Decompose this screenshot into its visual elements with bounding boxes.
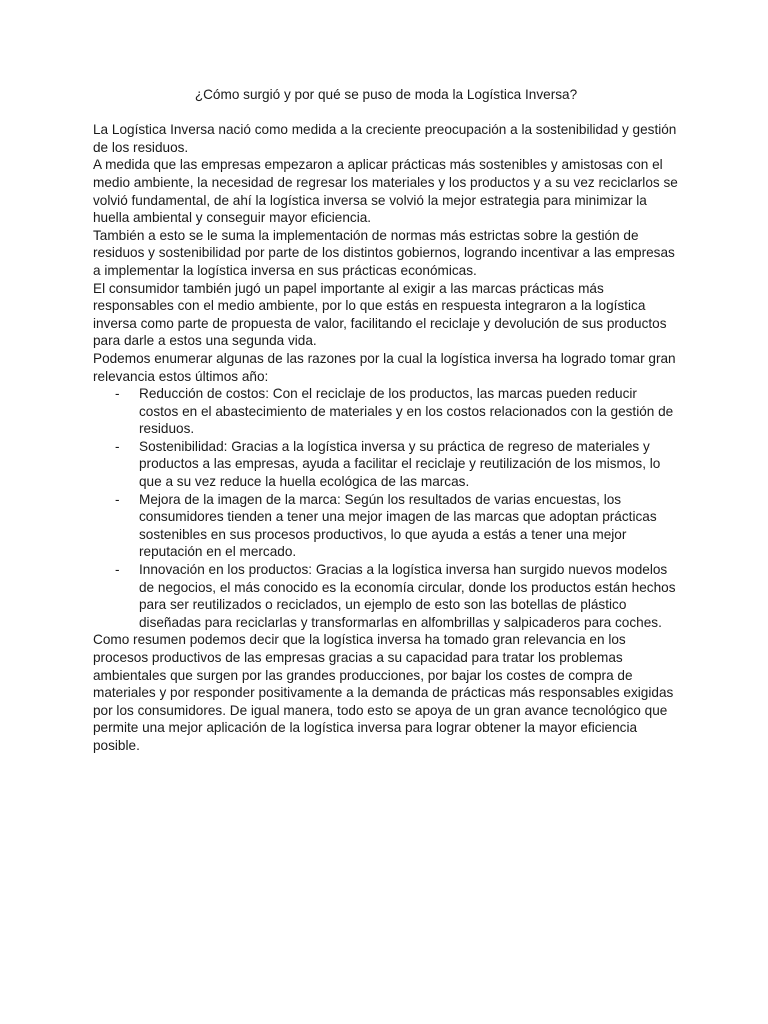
paragraph-consumer-role: El consumidor también jugó un papel importante al exigir a las marcas prácticas más responsables con el medio ambiente, por lo que estás en respuesta integraron a la logística inversa como parte de propuesta de valor, facilitando el reciclaje y devolución de sus productos para darle a estos una segunda vida. (93, 280, 667, 349)
paragraph-conclusion: Como resumen podemos decir que la logística inversa ha tomado gran relevancia en los procesos productivos de las empresas gracias a su capacidad para tratar los problemas ambientales que surgen por las grandes producciones, por bajar los costes de compra de materiales y por responder positivamente a la demanda de prácticas más responsables exigidas por los consumidores. De igual manera, todo esto se apoya de un gran avance tecnológico que permite una mejor aplicación de la logística inversa para lograr obtener la mayor eficiencia posible. (93, 632, 674, 753)
bullet-marker: - (115, 386, 120, 402)
bullet-marker: - (115, 491, 120, 507)
paragraph-reasons-intro: Podemos enumerar algunas de las razones por la cual la logística inversa ha logrado tomar gran relevancia estos últimos año: (93, 350, 676, 384)
list-item (115, 491, 679, 561)
paragraph-origin: La Logística Inversa nació como medida a la creciente preocupación a la sostenibilidad y gestión de los residuos. (93, 122, 677, 155)
paragraph-sustainable-practices: A medida que las empresas empezaron a aplicar prácticas más sostenibles y amistosas con el medio ambiente, la necesidad de regresar los materiales y los productos y a su vez reciclarlos se volvió fundamental, de ahí la logística inversa se volvió la mejor estrategia para minimizar la huella ambiental y conseguir mayor eficiencia. (93, 157, 678, 226)
document-page (93, 86, 679, 755)
bullet-marker: - (115, 562, 120, 578)
list-item-text: Innovación en los productos: Gracias a la logística inversa han surgido nuevos modelos de negocios, el más conocido es la economía circular, donde los productos están hechos para ser reutilizados o reciclados, un ejemplo de esto son las botellas de plástico diseñadas para reciclarlas y transformarlas en alfombrillas y salpicaderos para coches. (139, 562, 676, 630)
list-item (115, 561, 679, 631)
document-title: ¿Cómo surgió y por qué se puso de moda la Logística Inversa? (194, 87, 578, 102)
list-item-text: Sostenibilidad: Gracias a la logística inversa y su práctica de regreso de materiales y productos a las empresas, ayuda a facilitar el reciclaje y reutilización de los mismos, lo que a su vez reduce la huella ecológica de las marcas. (139, 438, 661, 490)
paragraph-regulations: También a esto se le suma la implementación de normas más estrictas sobre la gestión de residuos y sostenibilidad por parte de los distintos gobiernos, logrando incentivar a las empresas a implementar la logística inversa en sus prácticas económicas. (93, 227, 675, 278)
list-item (115, 438, 679, 491)
list-item-text: Mejora de la imagen de la marca: Según los resultados de varias encuestas, los consumidores tienden a tener una mejor imagen de las marcas que adoptan prácticas sostenibles en sus procesos productivos, lo que ayuda a estás a tener una mejor reputación en el mercado. (139, 491, 657, 560)
list-item (115, 385, 679, 438)
reasons-list (93, 385, 679, 631)
bullet-marker: - (115, 438, 120, 454)
list-item-text: Reducción de costos: Con el reciclaje de los productos, las marcas pueden reducir costos en el abastecimiento de materiales y en los costos relacionados con la gestión de residuos. (139, 386, 674, 437)
